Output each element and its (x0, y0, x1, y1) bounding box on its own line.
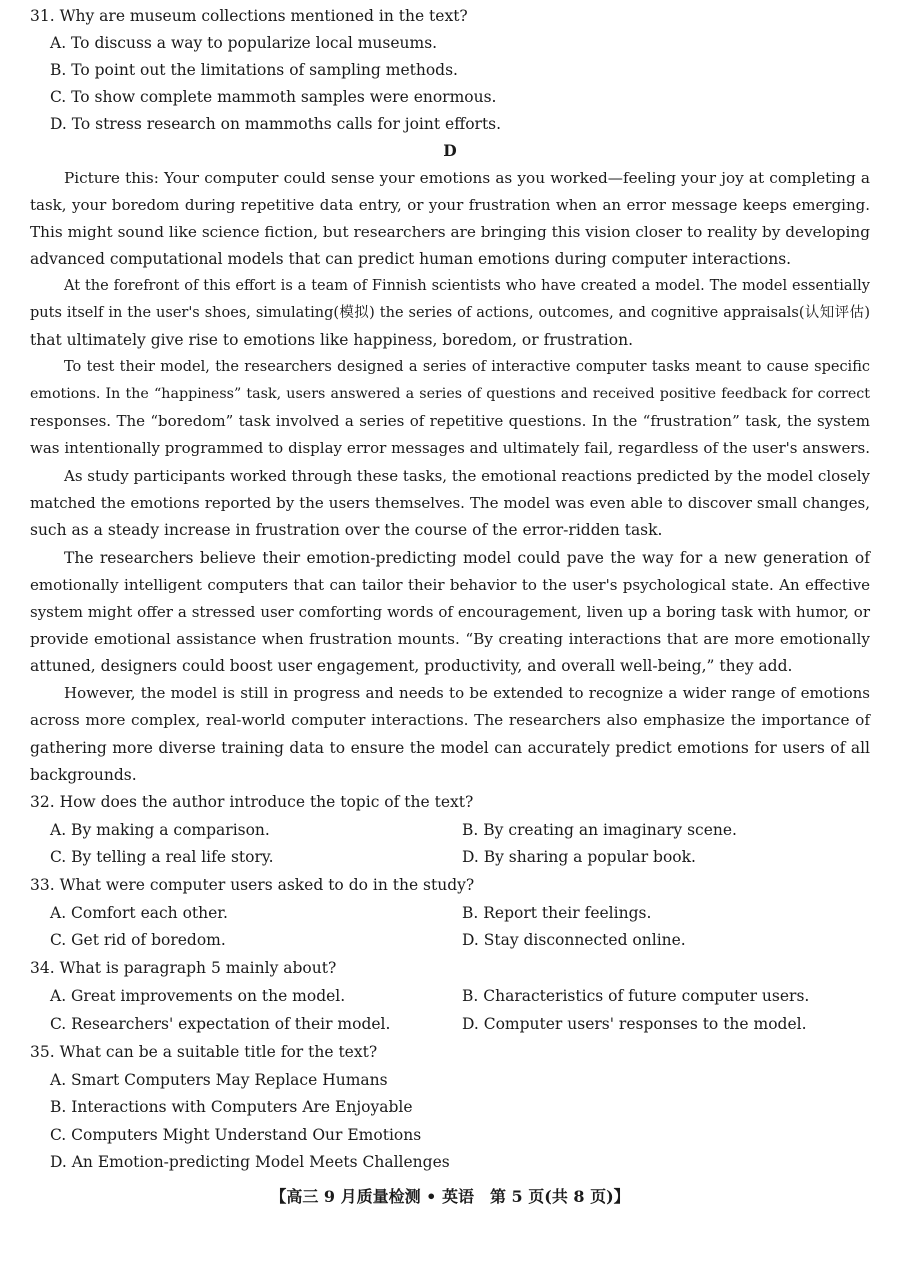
question-35-option-c: C. Computers Might Understand Our Emotions (50, 1126, 422, 1144)
question-32-option-a: A. By making a comparison. (50, 821, 270, 839)
question-35-stem: 35. What can be a suitable title for the text? (30, 1043, 378, 1061)
passage-line: backgrounds. (30, 766, 137, 784)
section-heading: D (443, 141, 457, 160)
passage-line: matched the emotions reported by the users themselves. The model was even able to discover small changes, (30, 494, 870, 512)
question-31-option-c: C. To show complete mammoth samples were enormous. (50, 88, 497, 106)
passage-line: that ultimately give rise to emotions like happiness, boredom, or frustration. (30, 331, 633, 349)
question-34-option-b: B. Characteristics of future computer users. (462, 987, 810, 1005)
page-footer: 【高三 9 月质量检测 • 英语 第 5 页(共 8 页)】 (270, 1187, 630, 1206)
question-33-stem: 33. What were computer users asked to do in the study? (30, 876, 475, 894)
passage-line: Picture this: Your computer could sense your emotions as you worked—feeling your joy at completing a (64, 169, 870, 187)
question-34-stem: 34. What is paragraph 5 mainly about? (30, 959, 337, 977)
question-32-option-d: D. By sharing a popular book. (462, 848, 696, 866)
question-32-stem: 32. How does the author introduce the topic of the text? (30, 793, 474, 811)
passage-line: emotions. In the “happiness” task, users answered a series of questions and received positive feedback for correct (30, 386, 870, 402)
question-32-option-c: C. By telling a real life story. (50, 848, 274, 866)
question-31-option-a: A. To discuss a way to popularize local museums. (50, 34, 438, 52)
question-35-option-b: B. Interactions with Computers Are Enjoyable (50, 1098, 413, 1116)
passage-line: This might sound like science fiction, but researchers are bringing this vision closer to reality by developing (30, 223, 870, 241)
question-33-option-a: A. Comfort each other. (50, 904, 228, 922)
passage-line: At the forefront of this effort is a team of Finnish scientists who have created a model. The model essentially (64, 278, 870, 294)
passage-line: To test their model, the researchers designed a series of interactive computer tasks meant to cause specific (64, 359, 870, 375)
question-31-option-b: B. To point out the limitations of sampling methods. (50, 61, 458, 79)
passage-line: such as a steady increase in frustration over the course of the error-ridden task. (30, 521, 663, 539)
question-31-option-d: D. To stress research on mammoths calls for joint efforts. (50, 115, 502, 133)
passage-line: responses. The “boredom” task involved a series of repetitive questions. In the “frustration” task, the system (30, 412, 870, 430)
question-32-option-b: B. By creating an imaginary scene. (462, 821, 737, 839)
question-35-option-a: A. Smart Computers May Replace Humans (50, 1071, 388, 1089)
passage-line: The researchers believe their emotion-predicting model could pave the way for a new generation of (64, 549, 870, 567)
passage-line: gathering more diverse training data to ensure the model can accurately predict emotions for users of all (30, 739, 870, 757)
question-35-option-d: D. An Emotion-predicting Model Meets Challenges (50, 1153, 450, 1171)
question-33-option-d: D. Stay disconnected online. (462, 931, 686, 949)
passage-line: across more complex, real-world computer interactions. The researchers also emphasize the importance of (30, 711, 870, 729)
question-34-option-d: D. Computer users' responses to the model. (462, 1015, 807, 1033)
passage-line: puts itself in the user's shoes, simulating(模拟) the series of actions, outcomes, and cognitive appraisals(认知评估) (30, 305, 870, 321)
passage-line: system might offer a stressed user comforting words of encouragement, liven up a boring task with humor, or (30, 603, 870, 621)
question-33-option-b: B. Report their feelings. (462, 904, 652, 922)
passage-line: provide emotional assistance when frustration mounts. “By creating interactions that are more emotionally (30, 630, 870, 648)
passage-line: However, the model is still in progress and needs to be extended to recognize a wider range of emotions (64, 684, 870, 702)
passage-line: attuned, designers could boost user engagement, productivity, and overall well-being,” they add. (30, 657, 793, 675)
passage-line: advanced computational models that can predict human emotions during computer interactions. (30, 250, 792, 268)
passage-line: emotionally intelligent computers that can tailor their behavior to the user's psychological state. An effective (30, 576, 870, 594)
passage-line: was intentionally programmed to display error messages and ultimately fail, regardless of the user's answers. (30, 439, 870, 457)
question-33-option-c: C. Get rid of boredom. (50, 931, 226, 949)
passage-line: As study participants worked through these tasks, the emotional reactions predicted by the model closely (64, 467, 870, 485)
question-34-option-c: C. Researchers' expectation of their model. (50, 1015, 391, 1033)
question-31-stem: 31. Why are museum collections mentioned in the text? (30, 7, 468, 25)
question-34-option-a: A. Great improvements on the model. (50, 987, 346, 1005)
passage-line: task, your boredom during repetitive data entry, or your frustration when an error message keeps emerging. (30, 196, 870, 214)
